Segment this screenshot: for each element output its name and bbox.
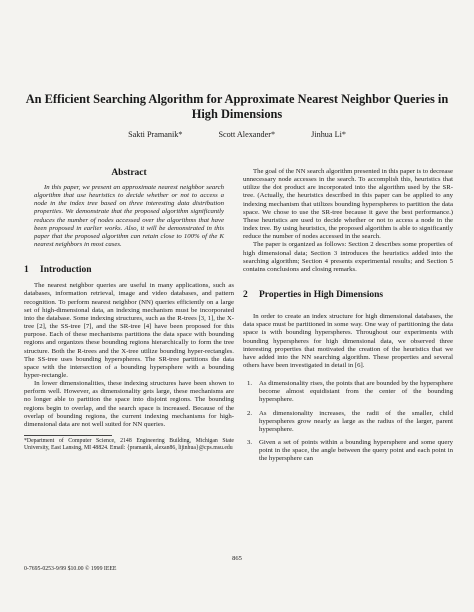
- abstract-section: [24, 168, 234, 249]
- list-item: [243, 380, 453, 404]
- author-list: [20, 130, 454, 140]
- paragraph: The goal of the NN search algorithm presented in this paper is to decrease unnecessary node accesses in the search. To accomplish this, heuristics that utilize the dot product are incorporated into the algorithm used by the SR-tree. (Actually, the heuristics described in this paper can be applied to any indexing mechanism that utilizes bounding hyperspheres to partition the data space. We chose to use the SR-tree because it gave the best performance.) These heuristics are used to decide whether or not to access a node in the index tree. By using heuristics, the proposed algorithm is able to significantly reduce the number of nodes accessed in the search.: [243, 168, 453, 241]
- author-name: Sakti Pramanik*: [128, 130, 183, 139]
- section-number: 2: [243, 290, 248, 301]
- section-title: Introduction: [40, 265, 92, 276]
- list-marker: 2.: [247, 409, 253, 417]
- introduction-section: [24, 265, 234, 429]
- paper-title: An Efficient Searching Algorithm for Approximate Nearest Neighbor Queries in High Dimensions: [25, 92, 449, 121]
- property-list: [243, 380, 453, 463]
- list-item-text: As dimensionality rises, the points that are bounded by the hypersphere become almost equidistant from the center of the bounding hypersphere.: [259, 380, 453, 404]
- section-heading: [243, 290, 453, 301]
- section-number: 1: [24, 265, 29, 276]
- author-name: Scott Alexander*: [218, 130, 276, 139]
- list-item: [243, 439, 453, 463]
- properties-section: [243, 290, 453, 464]
- list-marker: 3.: [247, 439, 253, 447]
- author-name: Jinhua Li*: [311, 130, 346, 139]
- left-column: [24, 168, 234, 452]
- paragraph: In order to create an index structure for high dimensional databases, the data space must be partitioned in some way. One way of partitioning the data space is with bounding hyperspheres. Throughout our experiments with bounding hyperspheres for high dimensional data, we observed three interesting properties that motivated the creation of the heuristics that we have added into the NN searching algorithm. These properties and several others have been investigated in detail in [6].: [243, 313, 453, 369]
- section-title: Properties in High Dimensions: [259, 290, 384, 301]
- page-number: 865: [232, 555, 242, 562]
- right-column: [243, 168, 453, 469]
- paragraph: The nearest neighbor queries are useful in many applications, such as databases, information retrieval, image and video databases, and pattern recognition. To perform nearest neighbor (NN) queries efficiently on a large set of high-dimensional data, an indexing mechanism must be incorporated into the database. Some indexing structures, such as the R-trees [3, 1], the X-tree [2], the SS-tree [7], and the SR-tree [4] have been proposed for this purpose. Each of these mechanisms partitions the data space with bounding regions and organizes these bounding regions hierarchically to form the tree structure. Both the R-trees and the X-tree utilize bounding hyper-rectangles. The SS-tree uses bounding hyperspheres. The SR-tree partitions the data space with the intersection of a bounding hypersphere with a bounding hyper-rectangle.: [24, 282, 234, 379]
- abstract-heading: Abstract: [111, 168, 147, 178]
- paragraph: The paper is organized as follows: Section 2 describes some properties of high dimensional data; Section 3 introduces the heuristics added into the searching algorithm; Section 4 presents experimental results; and Section 5 contains conclusions and closing remarks.: [243, 241, 453, 273]
- list-item-text: As dimensionality increases, the radii of the smaller, child hyperspheres grow nearly as large as the radius of the larger, parent hypersphere.: [259, 409, 453, 433]
- footnote: *Department of Computer Science, 2148 Engineering Building, Michigan State University, East Lansing, MI 48824. Email: {pramanik, alexan86, lijinhua}@cps.msu.edu: [24, 438, 234, 452]
- list-item-text: Given a set of points within a bounding hypersphere and some query point in the space, the angle between the query point and each point in the hypersphere can: [259, 439, 453, 463]
- list-marker: 1.: [247, 380, 253, 388]
- abstract-text: In this paper, we present an approximate nearest neighbor search algorithm that use heuristics to decide whether or not to access a node in the index tree based on three interesting data distribution properties. We demonstrate that the proposed algorithm significantly reduces the number of nodes accessed over the algorithms that have been proposed in earlier works. Also, it will be demonstrated in this paper that the proposed algorithm can retain close to 100% of the K nearest neighbors in most cases.: [34, 184, 224, 249]
- footnote-rule: [24, 435, 112, 436]
- section-heading: [24, 265, 234, 276]
- list-item: [243, 410, 453, 434]
- paragraph: In lower dimensionalities, these indexing structures have been shown to perform well. However, as dimensionality gets large, these mechanisms are no longer able to partition the space into disjoint regions. The bounding regions begin to overlap, and the search space is increased. Because of the overlap of bounding regions, the current indexing mechanisms for high-dimensional data are not well suited for NN queries.: [24, 380, 234, 428]
- copyright-line: 0-7695-0253-9/99 $10.00 © 1999 IEEE: [24, 566, 117, 572]
